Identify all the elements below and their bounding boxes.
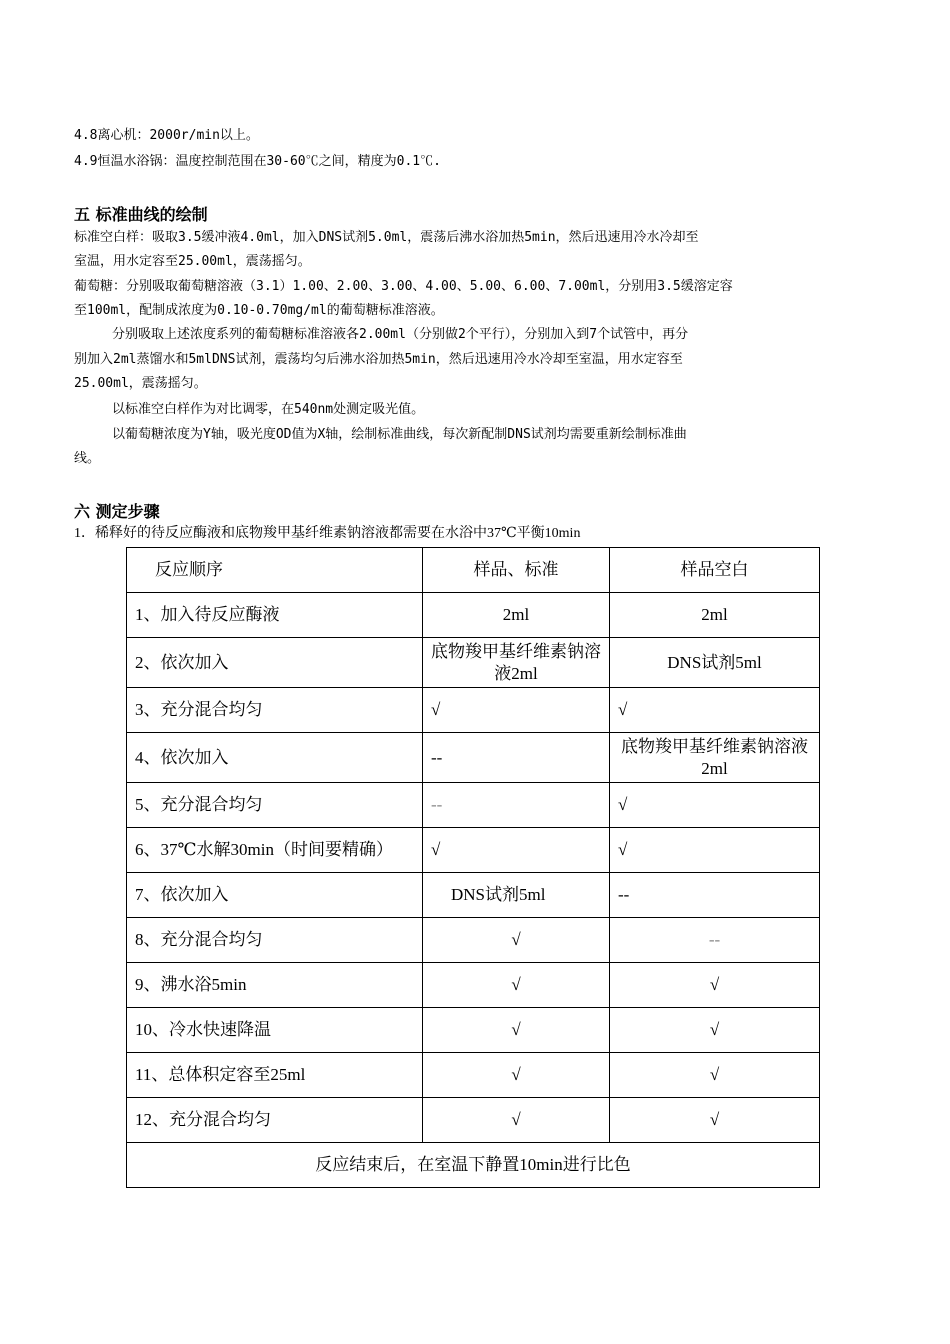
table-row bbox=[127, 733, 820, 783]
sample-cell: √ bbox=[423, 688, 610, 733]
step-cell: 1、加入待反应酶液 bbox=[127, 593, 423, 638]
blank-cell: -- bbox=[610, 918, 820, 963]
paragraph-line: 分别吸取上述浓度系列的葡萄糖标准溶液各2.00ml（分别做2个平行），分别加入到7个试管中，再分 bbox=[112, 327, 689, 342]
table-row bbox=[127, 593, 820, 638]
sample-cell: -- bbox=[423, 733, 610, 783]
blank-cell: -- bbox=[610, 873, 820, 918]
blank-cell: √ bbox=[610, 963, 820, 1008]
table-header-row bbox=[127, 548, 820, 593]
paragraph-line: 标准空白样：吸取3.5缓冲液4.0ml，加入DNS试剂5.0ml，震荡后沸水浴加热5min，然后迅速用冷水冷却至 bbox=[74, 230, 699, 245]
blank-cell: 2ml bbox=[610, 593, 820, 638]
header-cell: 反应顺序 bbox=[127, 548, 423, 593]
equipment-line-water-bath: 4.9恒温水浴锅：温度控制范围在30-60℃之间，精度为0.1℃. bbox=[74, 154, 441, 169]
table-row bbox=[127, 1098, 820, 1143]
paragraph-line: 线。 bbox=[74, 451, 101, 466]
blank-cell: √ bbox=[610, 783, 820, 828]
paragraph-line: 葡萄糖：分别吸取葡萄糖溶液（3.1）1.00、2.00、3.00、4.00、5.00、6.00、7.00ml，分别用3.5缓溶定容 bbox=[74, 279, 733, 294]
paragraph-line: 室温，用水定容至25.00ml，震荡摇匀。 bbox=[74, 254, 311, 269]
step-cell: 5、充分混合均匀 bbox=[127, 783, 423, 828]
paragraph-line: 别加入2ml蒸馏水和5mlDNS试剂，震荡均匀后沸水浴加热5min，然后迅速用冷水冷却至室温，用水定容至 bbox=[74, 352, 683, 367]
sample-cell: 底物羧甲基纤维素钠溶液2ml bbox=[423, 638, 610, 688]
step-cell: 12、充分混合均匀 bbox=[127, 1098, 423, 1143]
blank-cell: DNS试剂5ml bbox=[610, 638, 820, 688]
paragraph-line: 至100ml，配制成浓度为0.10-0.70mg/ml的葡萄糖标准溶液。 bbox=[74, 303, 444, 318]
blank-cell: √ bbox=[610, 828, 820, 873]
header-cell: 样品空白 bbox=[610, 548, 820, 593]
section-5-title: 五 标准曲线的绘制 bbox=[74, 205, 208, 224]
equipment-line-centrifuge: 4.8离心机：2000r/min以上。 bbox=[74, 128, 259, 143]
sample-cell: √ bbox=[423, 1053, 610, 1098]
sample-cell: √ bbox=[423, 828, 610, 873]
table-row bbox=[127, 1053, 820, 1098]
step-cell: 7、依次加入 bbox=[127, 873, 423, 918]
table-row bbox=[127, 918, 820, 963]
sample-cell: -- bbox=[423, 783, 610, 828]
blank-cell: √ bbox=[610, 1098, 820, 1143]
sample-cell: √ bbox=[423, 1008, 610, 1053]
step-cell: 6、37℃水解30min（时间要精确） bbox=[127, 828, 423, 873]
blank-cell: √ bbox=[610, 1053, 820, 1098]
step-cell: 10、冷水快速降温 bbox=[127, 1008, 423, 1053]
header-cell: 样品、标准 bbox=[423, 548, 610, 593]
blank-cell: √ bbox=[610, 688, 820, 733]
sample-cell: 2ml bbox=[423, 593, 610, 638]
table-row bbox=[127, 828, 820, 873]
table-row bbox=[127, 963, 820, 1008]
step-cell: 9、沸水浴5min bbox=[127, 963, 423, 1008]
blank-cell: 底物羧甲基纤维素钠溶液2ml bbox=[610, 733, 820, 783]
table-row bbox=[127, 638, 820, 688]
table-footer-note: 反应结束后，在室温下静置10min进行比色 bbox=[127, 1143, 820, 1188]
sample-cell: DNS试剂5ml bbox=[423, 873, 610, 918]
blank-cell: √ bbox=[610, 1008, 820, 1053]
table-row bbox=[127, 783, 820, 828]
table-row bbox=[127, 688, 820, 733]
paragraph-line: 以标准空白样作为对比调零，在540nm处测定吸光值。 bbox=[112, 402, 425, 417]
procedure-table bbox=[126, 547, 820, 1188]
step-cell: 8、充分混合均匀 bbox=[127, 918, 423, 963]
table-row bbox=[127, 1008, 820, 1053]
sample-cell: √ bbox=[423, 1098, 610, 1143]
step-1-text: 1．稀释好的待反应酶液和底物羧甲基纤维素钠溶液都需要在水浴中37℃平衡10min bbox=[74, 526, 581, 541]
sample-cell: √ bbox=[423, 963, 610, 1008]
table-footer-row bbox=[127, 1143, 820, 1188]
table-row bbox=[127, 873, 820, 918]
section-6-title: 六 测定步骤 bbox=[74, 502, 160, 521]
paragraph-line: 25.00ml，震荡摇匀。 bbox=[74, 376, 207, 391]
step-cell: 3、充分混合均匀 bbox=[127, 688, 423, 733]
sample-cell: √ bbox=[423, 918, 610, 963]
step-cell: 2、依次加入 bbox=[127, 638, 423, 688]
step-cell: 11、总体积定容至25ml bbox=[127, 1053, 423, 1098]
step-cell: 4、依次加入 bbox=[127, 733, 423, 783]
paragraph-line: 以葡萄糖浓度为Y轴，吸光度OD值为X轴，绘制标准曲线，每次新配制DNS试剂均需要重新绘制标准曲 bbox=[112, 427, 687, 442]
